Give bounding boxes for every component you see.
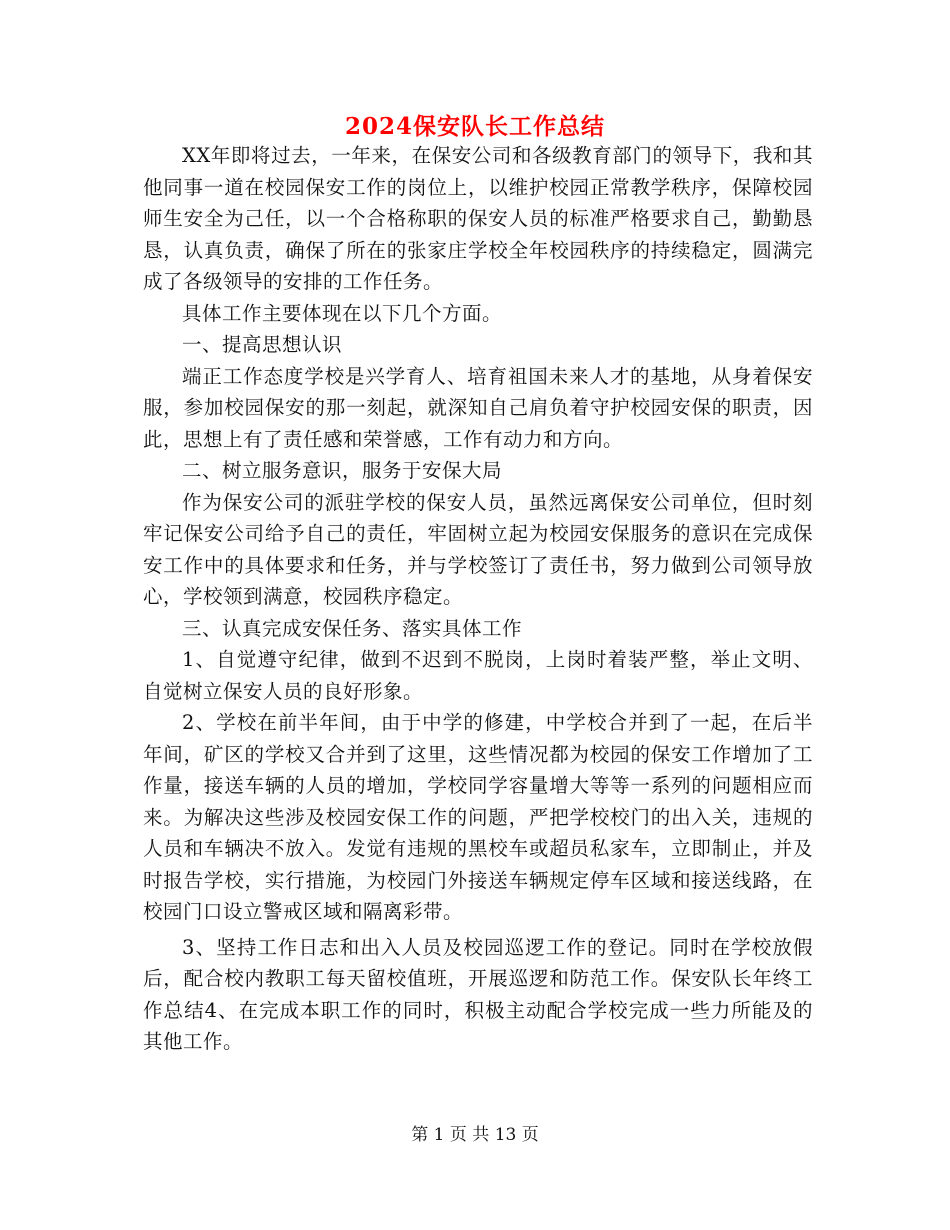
paragraph-overview: 具体工作主要体现在以下几个方面。 xyxy=(182,301,503,325)
document-body xyxy=(143,140,813,1058)
list-item-2: 2、学校在前半年间，由于中学的修建，中学校合并到了一起，在后半年间，矿区的学校又合并到了这里，这些情况都为校园的保安工作增加了工作量，接送车辆的人员的增加，学校同学容量增大等等一系列的问题相应而来。为解决这些涉及校园安保工作的问题，严把学校校门的出入关，违规的人员和车辆决不放入。发觉有违规的黑校车或超员私家车，立即制止，并及时报告学校，实行措施，为校园门外接送车辆规定停车区域和接送线路，在校园门口设立警戒区域和隔离彩带。 xyxy=(143,711,813,923)
paragraph-section-2: 作为保安公司的派驻学校的保安人员，虽然远离保安公司单位，但时刻牢记保安公司给予自己的责任，牢固树立起为校园安保服务的意识在完成保安工作中的具体要求和任务，并与学校签订了责任书，努力做到公司领导放心，学校领到满意，校园秩序稳定。 xyxy=(143,490,813,608)
page-footer xyxy=(0,1124,950,1146)
paragraph-intro: XX年即将过去，一年来，在保安公司和各级教育部门的领导下，我和其他同事一道在校园保安工作的岗位上，以维护校园正常教学秩序，保障校园师生安全为己任，以一个合格称职的保安人员的标准严格要求自己，勤勤恳恳，认真负责，确保了所在的张家庄学校全年校园秩序的持续稳定，圆满完成了各级领导的安排的工作任务。 xyxy=(143,144,813,293)
section-heading-1: 一、提高思想认识 xyxy=(182,333,343,356)
section-heading-3: 三、认真完成安保任务、落实具体工作 xyxy=(182,616,523,640)
section-heading-2: 二、树立服务意识，服务于安保大局 xyxy=(182,459,503,482)
list-item-3: 3、坚持工作日志和出入人员及校园巡逻工作的登记。同时在学校放假后，配合校内教职工每天留校值班，开展巡逻和防范工作。保安队长年终工作总结4、在完成本职工作的同时，积极主动配合学校完成一些力所能及的其他工作。 xyxy=(143,935,813,1053)
paragraph-section-1: 端正工作态度学校是兴学育人、培育祖国未来人才的基地，从身着保安服，参加校园保安的那一刻起，就深知自己肩负着守护校园安保的职责，因此，思想上有了责任感和荣誉感，工作有动力和方向。 xyxy=(143,364,813,451)
document-title: 2024保安队长工作总结 xyxy=(344,113,605,140)
list-item-1: 1、自觉遵守纪律，做到不迟到不脱岗，上岗时着装严整，举止文明、自觉树立保安人员的良好形象。 xyxy=(143,648,813,703)
page-number: 第 1 页 共 13 页 xyxy=(411,1125,539,1145)
